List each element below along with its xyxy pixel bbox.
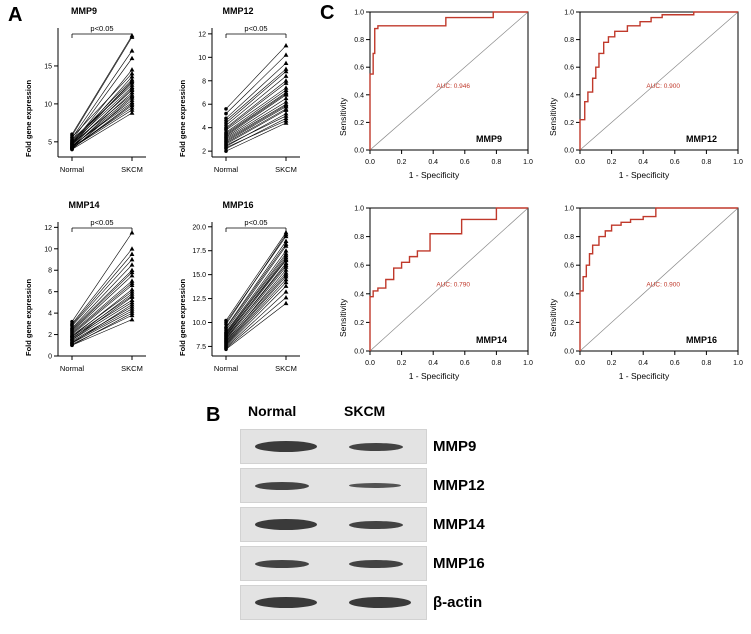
svg-text:0.8: 0.8	[701, 360, 712, 367]
roc-gene-name: MMP16	[686, 335, 718, 345]
svg-text:0.8: 0.8	[491, 159, 502, 166]
svg-text:0.0: 0.0	[564, 147, 574, 155]
svg-text:SKCM: SKCM	[275, 364, 297, 373]
roc-plot-mmp12	[540, 4, 748, 194]
svg-text:0.4: 0.4	[638, 360, 649, 367]
svg-text:p<0.05: p<0.05	[244, 218, 268, 227]
svg-text:12: 12	[44, 224, 52, 232]
roc-gene-name: MMP9	[476, 134, 503, 144]
svg-text:0.0: 0.0	[354, 348, 364, 356]
roc-plot-mmp14	[330, 200, 538, 395]
svg-text:12: 12	[198, 31, 206, 39]
svg-text:0.0: 0.0	[354, 147, 364, 155]
svg-text:0.4: 0.4	[564, 291, 574, 299]
blot-band-normal	[255, 560, 309, 568]
svg-text:Normal: Normal	[59, 364, 85, 373]
blot-band-normal	[255, 597, 317, 608]
svg-text:AUC: 0.946: AUC: 0.946	[436, 82, 470, 90]
svg-text:0.4: 0.4	[428, 159, 439, 166]
svg-text:1.0: 1.0	[523, 360, 533, 367]
svg-text:0.6: 0.6	[564, 64, 574, 72]
svg-text:10: 10	[44, 246, 52, 254]
roc-y-axis-label: Sensitivity	[338, 298, 348, 337]
svg-text:10: 10	[44, 101, 52, 109]
svg-text:4: 4	[48, 310, 52, 318]
paired-plot-mmp16	[168, 200, 308, 390]
svg-text:p<0.05: p<0.05	[90, 218, 114, 227]
blot-row	[240, 546, 485, 581]
svg-text:AUC: 0.900: AUC: 0.900	[646, 281, 680, 289]
svg-text:SKCM: SKCM	[121, 165, 143, 174]
svg-text:12.5: 12.5	[192, 296, 206, 304]
svg-text:10.0: 10.0	[192, 320, 206, 327]
svg-text:0.2: 0.2	[606, 360, 617, 367]
svg-text:0.2: 0.2	[396, 360, 407, 367]
svg-text:0.2: 0.2	[564, 119, 574, 127]
paired-y-axis-label: Fold gene expression	[178, 79, 187, 157]
paired-y-axis-label: Fold gene expression	[24, 278, 33, 356]
svg-text:Normal: Normal	[59, 165, 85, 174]
svg-text:Normal: Normal	[213, 165, 239, 174]
panel-letter-c: C	[320, 2, 335, 24]
svg-text:0.2: 0.2	[354, 119, 364, 127]
svg-text:1.0: 1.0	[733, 360, 743, 367]
roc-x-axis-label: 1 - Specificity	[408, 371, 460, 381]
svg-text:1.0: 1.0	[564, 9, 574, 17]
svg-text:SKCM: SKCM	[275, 165, 297, 174]
svg-text:0.6: 0.6	[459, 159, 470, 166]
blot-row	[240, 585, 483, 620]
svg-text:17.5: 17.5	[192, 248, 206, 256]
blot-band-skcm	[349, 597, 411, 608]
svg-text:1.0: 1.0	[354, 205, 364, 213]
svg-text:0.6: 0.6	[354, 262, 364, 270]
roc-plot-mmp9	[330, 4, 538, 194]
svg-text:0.0: 0.0	[564, 348, 574, 356]
roc-y-axis-label: Sensitivity	[548, 97, 558, 136]
svg-text:0.2: 0.2	[564, 319, 574, 327]
svg-text:6: 6	[48, 289, 52, 297]
svg-text:15.0: 15.0	[192, 272, 206, 280]
blot-column-skcm: SKCM	[344, 403, 386, 419]
svg-text:AUC: 0.790: AUC: 0.790	[436, 281, 470, 289]
svg-text:2: 2	[48, 332, 52, 340]
blot-band-skcm	[349, 483, 401, 488]
blot-band-skcm	[349, 521, 403, 529]
blot-column-normal: Normal	[248, 403, 297, 419]
svg-text:1.0: 1.0	[733, 159, 743, 166]
svg-text:0.2: 0.2	[396, 159, 407, 166]
svg-text:0.4: 0.4	[638, 159, 649, 166]
blot-row-label: MMP16	[433, 555, 485, 572]
svg-text:0.0: 0.0	[575, 360, 585, 367]
blot-band-normal	[255, 441, 317, 452]
svg-text:1.0: 1.0	[523, 159, 533, 166]
svg-text:8: 8	[202, 78, 206, 86]
svg-text:0: 0	[48, 353, 52, 361]
blot-band-skcm	[349, 560, 403, 568]
roc-y-axis-label: Sensitivity	[548, 298, 558, 337]
blot-band-skcm	[349, 443, 403, 451]
svg-text:0.2: 0.2	[606, 159, 617, 166]
paired-y-axis-label: Fold gene expression	[178, 278, 187, 356]
blot-row	[240, 468, 485, 503]
svg-text:0.4: 0.4	[564, 92, 574, 100]
svg-text:0.2: 0.2	[354, 319, 364, 327]
svg-text:AUC: 0.900: AUC: 0.900	[646, 82, 680, 90]
svg-text:4: 4	[202, 125, 206, 133]
roc-x-axis-label: 1 - Specificity	[408, 170, 460, 180]
blot-row-label: MMP14	[433, 516, 485, 533]
svg-text:0.4: 0.4	[354, 92, 364, 100]
svg-text:0.8: 0.8	[564, 37, 574, 45]
roc-gene-name: MMP12	[686, 134, 718, 144]
blot-row-label: MMP9	[433, 438, 477, 455]
svg-text:p<0.05: p<0.05	[244, 24, 268, 33]
svg-text:5: 5	[48, 139, 52, 147]
svg-text:1.0: 1.0	[564, 205, 574, 213]
svg-text:p<0.05: p<0.05	[90, 24, 114, 33]
svg-text:0.0: 0.0	[365, 360, 375, 367]
svg-text:1.0: 1.0	[354, 9, 364, 17]
blot-band-normal	[255, 519, 317, 530]
blot-row	[240, 429, 477, 464]
panel-letter-b: B	[206, 404, 221, 426]
paired-y-axis-label: Fold gene expression	[24, 79, 33, 157]
paired-title: MMP9	[70, 6, 97, 16]
svg-text:Normal: Normal	[213, 364, 239, 373]
western-blot-panel	[240, 403, 485, 620]
svg-text:0.6: 0.6	[354, 64, 364, 72]
roc-gene-name: MMP14	[476, 335, 508, 345]
svg-text:10: 10	[198, 54, 206, 62]
svg-text:0.6: 0.6	[669, 360, 680, 367]
svg-text:7.5: 7.5	[196, 343, 206, 351]
blot-band-normal	[255, 482, 309, 490]
roc-x-axis-label: 1 - Specificity	[618, 371, 670, 381]
svg-text:0.0: 0.0	[365, 159, 375, 166]
blot-row-label: β-actin	[433, 594, 483, 611]
svg-text:2: 2	[202, 148, 206, 156]
roc-x-axis-label: 1 - Specificity	[618, 170, 670, 180]
svg-text:0.8: 0.8	[354, 234, 364, 242]
roc-plot-mmp16	[540, 200, 748, 395]
panel-letter-a: A	[8, 4, 23, 26]
blot-rows	[240, 429, 485, 620]
svg-text:0.8: 0.8	[354, 37, 364, 45]
svg-text:0.8: 0.8	[564, 234, 574, 242]
svg-text:20.0: 20.0	[192, 224, 206, 232]
svg-text:8: 8	[48, 267, 52, 275]
svg-text:SKCM: SKCM	[121, 364, 143, 373]
svg-text:0.4: 0.4	[428, 360, 439, 367]
paired-title: MMP14	[68, 200, 100, 210]
blot-row-label: MMP12	[433, 477, 485, 494]
paired-plot-mmp12	[168, 6, 308, 191]
svg-text:0.4: 0.4	[354, 291, 364, 299]
svg-text:0.8: 0.8	[491, 360, 502, 367]
svg-text:0.8: 0.8	[701, 159, 712, 166]
svg-text:15: 15	[44, 63, 52, 71]
blot-row	[240, 507, 485, 542]
paired-plot-mmp14	[14, 200, 154, 390]
svg-text:6: 6	[202, 101, 206, 109]
roc-y-axis-label: Sensitivity	[338, 97, 348, 136]
paired-title: MMP12	[222, 6, 254, 16]
svg-text:0.6: 0.6	[564, 262, 574, 270]
svg-text:0.6: 0.6	[669, 159, 680, 166]
svg-text:0.6: 0.6	[459, 360, 470, 367]
paired-title: MMP16	[222, 200, 254, 210]
paired-plot-mmp9	[14, 6, 154, 191]
svg-text:0.0: 0.0	[575, 159, 585, 166]
